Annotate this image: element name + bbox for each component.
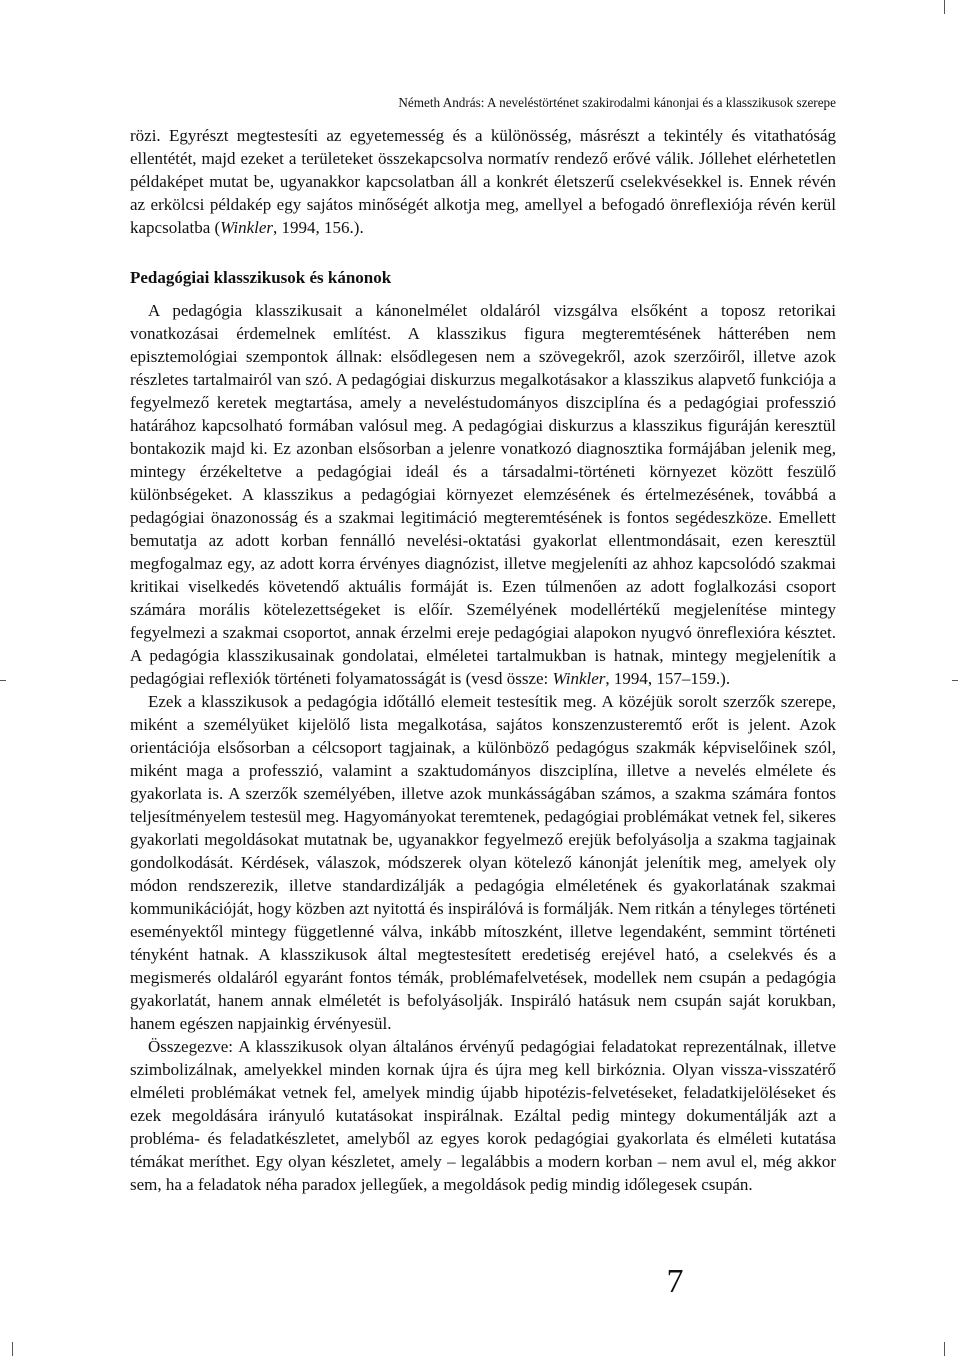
paragraph-text: rözi. Egyrészt megtestesíti az egyetemesség és a különösség, másrészt a tekintély és vitathatóság ellentétét, majd ezeket a területeket összekapcsolva normatív rendező erővé válik. Jóllehet elérhetetlen példaképet mutat be, ugyanakkor kapcsolatban áll a konkrét életszerű cselekvésekkel is. Ennek révén az erkölcsi példakép egy sajátos minőségét alkotja meg, amellyel a befogadó önreflexiója révén kerül kapcsolatba (	[130, 126, 836, 237]
crop-mark-right	[952, 680, 958, 681]
paragraph-text: , 1994, 156.).	[273, 218, 364, 237]
paragraph-text: , 1994, 157–159.).	[605, 669, 731, 688]
page-number: 7	[666, 1263, 684, 1300]
crop-mark-bottom-right	[944, 1342, 945, 1356]
body-text	[130, 124, 836, 1196]
paragraph	[130, 124, 836, 239]
section-title: Pedagógiai klasszikusok és kánonok	[130, 268, 392, 287]
crop-mark-left	[0, 680, 6, 681]
paragraph-text: Összegezve: A klasszikusok olyan általános érvényű pedagógiai feladatokat reprezentálnak, illetve szimbolizálnak, amelyekkel minden kornak újra és újra meg kell birkóznia. Olyan vissza-visszatérő elméleti problémákat vetnek fel, amelyek mindig újabb hipotézis-felvetéseket, feladatkijelöléseket és ezek megoldására irányuló kutatásokat inspirálnak. Ezáltal pedig mintegy dokumentálják azt a probléma- és feladatkészletet, amelyből az egyes korok pedagógiai gyakorlata és elméleti kutatása témákat meríthet. Egy olyan készletet, amely – legalábbis a modern korban – nem avul el, még akkor sem, ha a feladatok néha paradox jellegűek, a megoldások pedig mindig időlegesek csupán.	[130, 1037, 836, 1194]
crop-mark-bottom-left	[12, 1342, 13, 1356]
running-header: Németh András: A neveléstörténet szakirodalmi kánonjai és a klasszikusok szerepe	[398, 95, 836, 110]
paragraph	[130, 690, 836, 1035]
paragraph	[130, 1035, 836, 1196]
paragraph	[130, 299, 836, 690]
cited-author: Winkler	[220, 218, 274, 237]
cited-author: Winkler	[552, 669, 606, 688]
section-paragraphs	[130, 299, 836, 1196]
paragraph-text: A pedagógia klasszikusait a kánonelmélet oldaláról vizsgálva elsőként a toposz retorikai vonatkozásai érdemelnek említést. A klasszikus figura megteremtésének hátterében nem episztemológiai szempontok állnak: elsődlegesen nem a szövegekről, azok szerzőiről, illetve azok részletes tartalmairól van szó. A pedagógiai diskurzus megalkotásakor a klasszikus alapvető funkciója a fegyelmező keretek megtartása, amely a neveléstudományos diszciplína és a pedagógiai professzió határához kapcsolható formában valósul meg. A pedagógiai diskurzus a klasszikus figuráján keresztül bontakozik majd ki. Ez azonban elsősorban a jelenre vonatkozó diagnosztika formájában jelenik meg, mintegy érzékeltetve a pedagógiai ideál és a társadalmi-történeti környezet között feszülő különbségeket. A klasszikus a pedagógiai környezet elemzésének és értelmezésének, továbbá a pedagógiai önazonosság és a szakmai legitimáció megteremtésének is fontos segédeszköze. Emellett bemutatja az adott korban fennálló nevelési-oktatási gyakorlat ellentmondásait, ezen keresztül megfogalmaz egy, az adott korra érvényes diagnózist, illetve megjeleníti az ahhoz kapcsolódó szakmai kritikai viselkedés követendő aktuális formáját is. Ezen túlmenően az adott foglalkozási csoport számára morális kötelezettségeket is előír. Személyének modellértékű megjelenítése mintegy fegyelmezi a szakmai csoportot, annak érzelmi ereje pedagógiai alapokon nyugvó önreflexióra késztet. A pedagógia klasszikusainak gondolatai, elméletei tartalmukban is hatnak, mintegy megjelenítik a pedagógiai reflexiók történeti folyamatosságát is (vesd össze:	[130, 301, 836, 688]
paragraph-text: Ezek a klasszikusok a pedagógia időtálló elemeit testesítik meg. A közéjük sorolt szerzők szerepe, miként a személyüket kijelölő lista megalkotása, sajátos konszenzusteremtő erőt is jelent. Azok orientációja elsősorban a célcsoport tagjainak, a különböző pedagógus szakmák képviselőinek szól, miként maga a professzió, valamint a szaktudományos diszciplína, illetve a nevelés elmélete és gyakorlata is. A szerzők személyében, illetve azok munkásságában számos, a szakma számára fontos teljesítményelem testesül meg. Hagyományokat teremtenek, pedagógiai problémákat vetnek fel, sikeres gyakorlati megoldásokat mutatnak be, ugyanakkor fegyelmező erejük befolyásolja a szakma tagjainak gondolkodását. Kérdések, válaszok, módszerek olyan kötelező kánonját jelenítik meg, amelyek oly módon rendszerezik, illetve standardizálják a pedagógia elméletének és gyakorlatának szakmai kommunikációját, hogy közben azt nyitottá és inspirálóvá is formálják. Nem ritkán a tényleges történeti eseményektől mintegy függetlenné válva, inkább mítoszként, illetve legendaként, semmint történeti tényként hatnak. A klasszikusok által megtestesített eredetiség erejével ható, a cselekvés és a megismerés oldaláról egyaránt fontos témák, problémafelvetések, modellek nem csupán a pedagógia gyakorlatát, hanem annak elméletét is befolyásolják. Inspiráló hatásuk nem csupán saját korukban, hanem egészen napjainkig érvényesül.	[130, 692, 836, 1033]
intro-paragraphs	[130, 124, 836, 239]
crop-mark-top-right	[944, 0, 945, 14]
